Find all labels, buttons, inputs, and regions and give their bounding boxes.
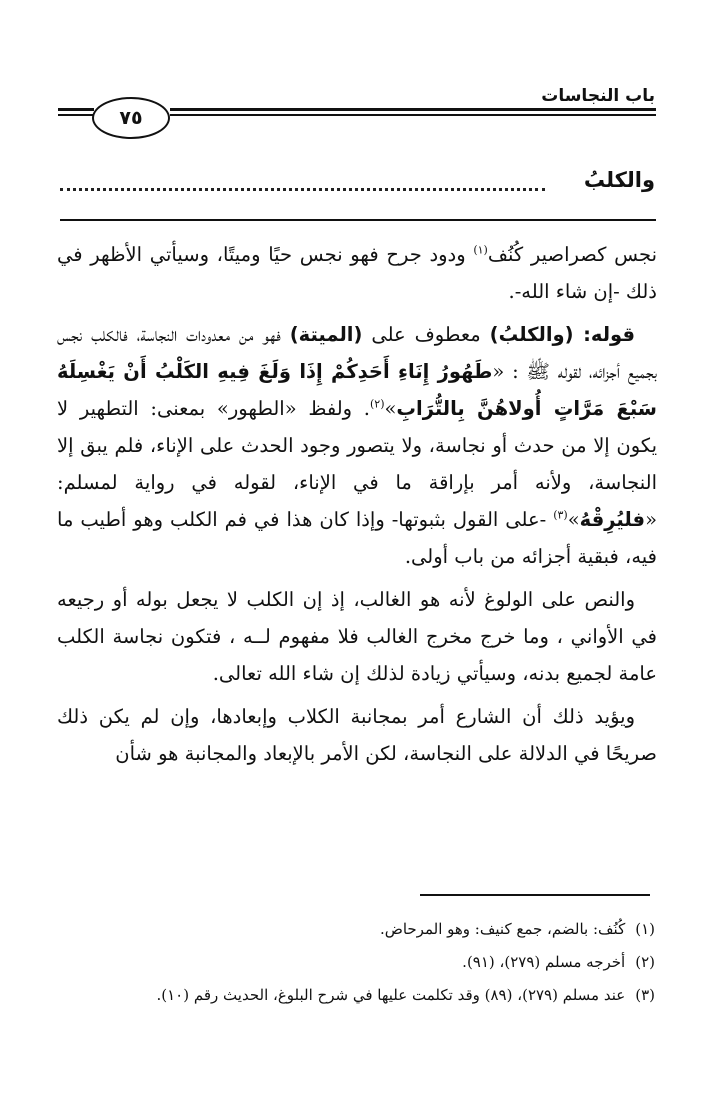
footnote-number: (٣) <box>635 985 655 1004</box>
footnote-ref: (٣) <box>553 508 568 522</box>
text-run: نجس كصراصير كُنُف <box>487 243 657 266</box>
footnote-ref: (٢) <box>369 397 385 411</box>
page-number: ٧٥ <box>92 97 170 139</box>
text-run: فهو من معدودات النجاسة، فالكلب نجس بجميع أجزائه، لقوله ﷺ : « <box>57 323 658 383</box>
footnote-number: (٢) <box>635 952 655 971</box>
section-rule <box>60 219 656 221</box>
header-rule-right <box>170 108 656 111</box>
chapter-title: باب النجاسات <box>541 86 655 106</box>
bold-run: قوله: (والكلبُ) <box>489 323 636 346</box>
text-run: والنص على الولوغ لأنه هو الغالب، إذ إن الكلب لا يجعل بوله أو رجيعه في الأواني ، وما خرج مخرج الغالب فلا مفهوم لــه ، فتكون نجاسة الكلب عامة لجميع بدنه، وسيأتي زيادة لذلك إن شاء الله تعالى. <box>57 588 657 685</box>
header-rule-left-thin <box>58 114 94 116</box>
section-heading: والكلبُ <box>583 168 655 192</box>
footnote-separator <box>420 894 650 896</box>
text-run: ودود جرح فهو نجس حيًا وميتًا، وسيأتي الأظهر في ذلك -إن شاء الله-. <box>57 243 657 303</box>
text-run: -على القول بثبوتها- وإذا كان هذا في فم الكلب وهو أطيب ما فيه، فبقية أجزائه من باب أولى. <box>57 508 657 568</box>
paragraph <box>57 236 657 310</box>
footnotes <box>55 912 655 1011</box>
body-text <box>57 236 657 778</box>
footnote-text: أخرجه مسلم (٢٧٩)، (٩١). <box>462 952 626 971</box>
text-run: . ولفظ «الطهور» بمعنى: التطهير لا يكون إلا من حدث أو نجاسة، ولا يتصور وجود الحدث على الإناء، فلم يبق إلا النجاسة، ولأنه أمر بإراقة ما في الإناء، لقوله في رواية لمسلم: « <box>57 397 657 531</box>
section-dot-leader <box>60 188 545 191</box>
paragraph <box>57 316 657 575</box>
bold-run: طَهُورُ إِنَاءِ أَحَدِكُمْ إِذَا وَلَغَ فِيهِ الكَلْبُ أَنْ يَغْسِلَهُ سَبْعَ مَرَّاتٍ أُولاهُنَّ بِالتُّرَابِ <box>57 360 657 420</box>
footnote <box>55 912 655 945</box>
text-run: ويؤيد ذلك أن الشارع أمر بمجانبة الكلاب وإبعادها، وإن لم يكن ذلك صريحًا في الدلالة على النجاسة، لكن الأمر بالإبعاد والمجانبة هو شأن <box>57 705 657 765</box>
header-rule-left <box>58 108 94 111</box>
paragraph <box>57 581 657 692</box>
footnote <box>55 978 655 1011</box>
footnote-text: كُنُف: بالضم، جمع كنيف: وهو المرحاض. <box>379 919 626 938</box>
header-rule-right-thin <box>170 114 656 116</box>
text-run: » <box>384 397 397 420</box>
bold-run: فليُرِقْهُ <box>579 508 646 531</box>
bold-run: (الميتة) <box>289 323 363 346</box>
footnote-number: (١) <box>635 919 655 938</box>
text-run: » <box>567 508 580 531</box>
text-run: معطوف على <box>362 323 490 346</box>
footnote-text: عند مسلم (٢٧٩)، (٨٩) وقد تكلمت عليها في شرح البلوغ، الحديث رقم (١٠). <box>156 985 626 1004</box>
footnote <box>55 945 655 978</box>
footnote-ref: (١) <box>473 243 488 257</box>
paragraph <box>57 698 657 772</box>
